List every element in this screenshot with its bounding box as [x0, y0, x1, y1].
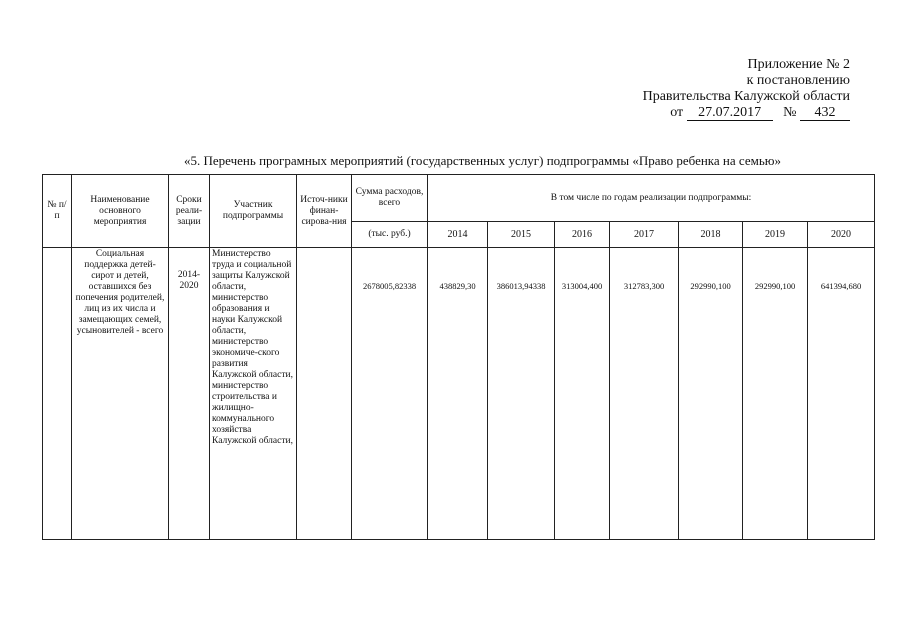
year-header: 2018	[679, 222, 743, 248]
row-value-2018: 292990,100	[679, 248, 743, 540]
header-sum: Сумма расходов, всего	[352, 175, 428, 222]
header-sum-unit: (тыс. руб.)	[352, 222, 428, 248]
row-value-2019: 292990,100	[743, 248, 808, 540]
year-header: 2017	[610, 222, 679, 248]
table-row	[43, 248, 875, 540]
document-header	[643, 57, 850, 121]
header-sources: Источ-ники финан-сирова-ния	[297, 175, 352, 248]
resolution-label: к постановлению	[746, 73, 850, 88]
header-participant: Участник подпрограммы	[210, 175, 297, 248]
date-value: 27.07.2017	[687, 106, 773, 121]
number-value: 432	[800, 106, 850, 121]
year-header: 2016	[555, 222, 610, 248]
row-sources	[297, 248, 352, 540]
header-by-years: В том числе по годам реализации подпрограммы:	[428, 175, 875, 222]
date-prefix: от	[670, 105, 684, 120]
row-terms: 2014-2020	[169, 248, 210, 540]
row-value-2016: 313004,400	[555, 248, 610, 540]
program-measures-table	[42, 174, 875, 540]
row-num	[43, 248, 72, 540]
row-participant: Министерство труда и социальной защиты Калужской области, министерство образования и науки Калужской области, министерство экономиче-ского развития Калужской области, министерство строительства и жилищно-коммунального хозяйства Калужской области,	[210, 248, 297, 540]
appendix-label: Приложение № 2	[747, 57, 850, 72]
government-label: Правительства Калужской области	[642, 89, 850, 104]
row-value-2015: 386013,94338	[488, 248, 555, 540]
row-value-2017: 312783,300	[610, 248, 679, 540]
year-header: 2020	[808, 222, 875, 248]
row-name: Социальная поддержка детей-сирот и детей, оставшихся без попечения родителей, лиц из их числа и замещающих семей, усыновителей - всего	[72, 248, 169, 540]
header-num: № п/п	[43, 175, 72, 248]
document-title: «5. Перечень програмных мероприятий (государственных услуг) подпрограммы «Право ребенка на семью»	[184, 153, 781, 168]
date-number-line	[643, 105, 850, 121]
row-total: 2678005,82338	[352, 248, 428, 540]
table-header-row	[43, 175, 875, 222]
number-prefix: №	[783, 105, 797, 120]
row-value-2020: 641394,680	[808, 248, 875, 540]
row-value-2014: 438829,30	[428, 248, 488, 540]
header-name: Наименование основного мероприятия	[72, 175, 169, 248]
year-header: 2015	[488, 222, 555, 248]
header-terms: Сроки реали-зации	[169, 175, 210, 248]
year-header: 2014	[428, 222, 488, 248]
year-header: 2019	[743, 222, 808, 248]
